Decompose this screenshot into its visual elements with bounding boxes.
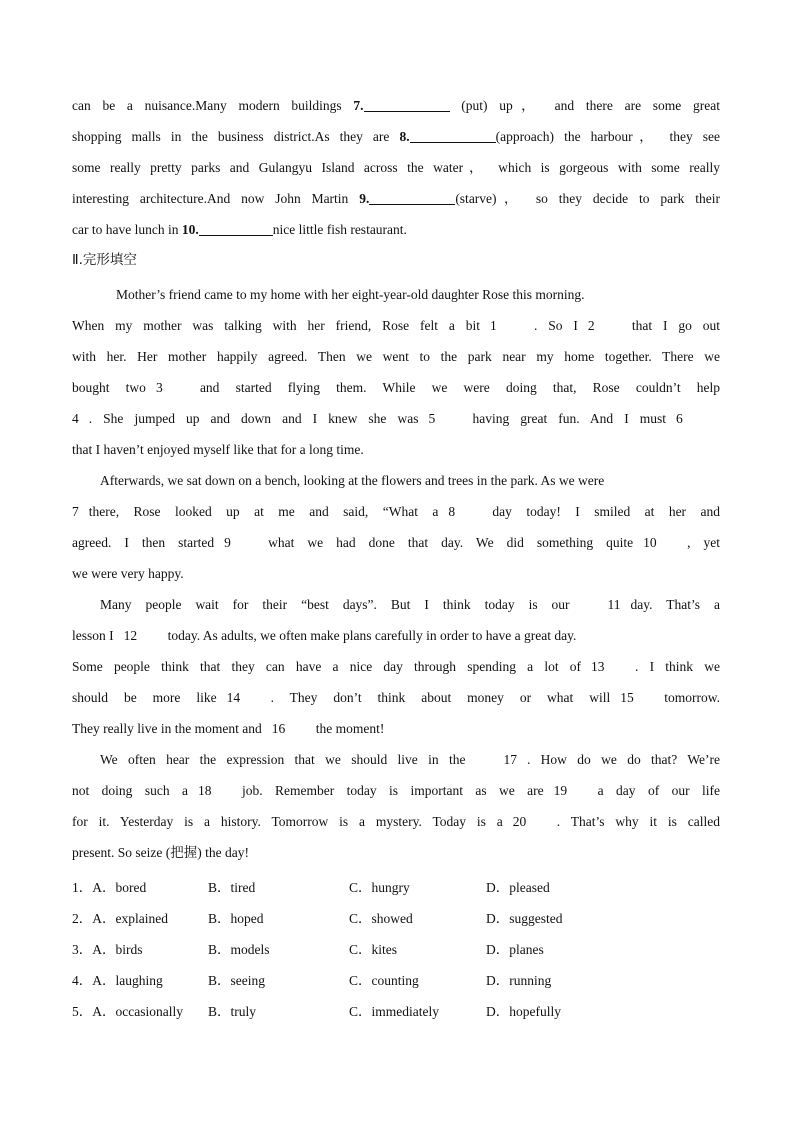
passage-line: bought two 3 and started flying them. While we were doing that, Rose couldn’t help [72, 372, 720, 403]
option-c[interactable]: C．kites [349, 942, 398, 957]
gap-number: 11 [607, 597, 621, 612]
question-number: 7. [353, 98, 364, 113]
passage-line: car to have lunch in 10. nice little fish restaurant. [72, 222, 407, 237]
gap-number: 3 [155, 380, 163, 395]
option-a[interactable]: 4．A．laughing [72, 973, 163, 988]
option-d[interactable]: D．running [486, 973, 552, 988]
gap-number: 19 [553, 783, 568, 798]
option-a[interactable]: 3．A．birds [72, 942, 143, 957]
gap-number: 17 [503, 752, 517, 767]
gap-number: 10 [643, 535, 657, 550]
option-c[interactable]: C．hungry [349, 880, 410, 895]
option-b[interactable]: B．seeing [208, 973, 265, 988]
gap-number: 20 [512, 814, 527, 829]
passage-line: with her. Her mother happily agreed. Then we went to the park near my home together. There we [72, 349, 720, 364]
grammar-fill-passage [72, 90, 720, 245]
answer-blank[interactable] [410, 128, 496, 143]
cloze-passage [72, 279, 720, 868]
passage-line: not doing such a 18 job. Remember today is important as we are 19 a day of our life [72, 775, 720, 806]
passage-line: interesting architecture.And now John Martin 9. (starve)， so they decide to park their [72, 191, 720, 206]
option-c[interactable]: C．counting [349, 973, 419, 988]
passage-line: Many people wait for their “best days”. But I think today is our 11 day. That’s a [72, 589, 720, 620]
passage-line: Mother’s friend came to my home with her eight-year-old daughter Rose this morning. [116, 287, 585, 302]
gap-number: 9 [224, 535, 231, 550]
passage-line: We often hear the expression that we should live in the 17 . How do we do that? We’re [72, 744, 720, 775]
passage-line: When my mother was talking with her friend, Rose felt a bit 1 . So I 2 that I go out [72, 310, 720, 341]
option-d[interactable]: D．planes [486, 942, 544, 957]
answer-blank[interactable] [199, 221, 273, 236]
passage-line: that I haven’t enjoyed myself like that for a long time. [72, 442, 364, 457]
passage-line: some really pretty parks and Gulangyu Island across the water， which is gorgeous with some really [72, 160, 720, 175]
passage-line: can be a nuisance.Many modern buildings 7. (put) up， and there are some great [72, 98, 720, 113]
passage-line: Afterwards, we sat down on a bench, looking at the flowers and trees in the park. As we were [100, 473, 605, 488]
gap-number: 8 [448, 504, 456, 519]
option-a[interactable]: 1．A．bored [72, 880, 147, 895]
option-row [72, 965, 720, 996]
option-a[interactable]: 2．A．explained [72, 911, 168, 926]
passage-line: 4 . She jumped up and down and I knew she was 5 having great fun. And I must 6 [72, 403, 720, 434]
answer-blank[interactable] [369, 190, 455, 205]
option-b[interactable]: B．hoped [208, 911, 264, 926]
gap-number: 13 [591, 659, 605, 674]
option-a[interactable]: 5．A．occasionally [72, 1004, 183, 1019]
passage-line: should be more like 14 . They don’t think about money or what will 15 tomorrow. [72, 682, 720, 713]
question-number: 8. [399, 129, 410, 144]
option-row [72, 872, 720, 903]
passage-line: agreed. I then started 9 what we had done that day. We did something quite 10 , yet [72, 527, 720, 558]
gap-number: 16 [271, 721, 286, 736]
option-d[interactable]: D．suggested [486, 911, 563, 926]
option-c[interactable]: C．showed [349, 911, 413, 926]
option-d[interactable]: D．hopefully [486, 1004, 561, 1019]
gap-number: 12 [123, 628, 138, 643]
option-row [72, 903, 720, 934]
gap-number: 15 [620, 690, 634, 705]
gap-number: 18 [197, 783, 212, 798]
section-heading: Ⅱ.完形填空 [72, 252, 137, 268]
option-row [72, 934, 720, 965]
gap-number: 6 [675, 411, 683, 426]
option-c[interactable]: C．immediately [349, 1004, 439, 1019]
question-number: 10. [181, 222, 199, 237]
option-d[interactable]: D．pleased [486, 880, 550, 895]
passage-line: lesson I 12 today. As adults, we often make plans carefully in order to have a great day. [72, 620, 720, 651]
question-number: 9. [359, 191, 370, 206]
passage-line: shopping malls in the business district.As they are 8. (approach) the harbour， they see [72, 129, 721, 144]
gap-number: 7 [72, 504, 79, 519]
passage-line: They really live in the moment and 16 the moment! [72, 713, 720, 744]
option-b[interactable]: B．models [208, 942, 270, 957]
gap-number: 1 [489, 318, 497, 333]
passage-line: 7 there, Rose looked up at me and said, “What a 8 day today! I smiled at her and [72, 496, 720, 527]
gap-number: 2 [587, 318, 595, 333]
passage-line: present. So seize (把握) the day! [72, 845, 249, 860]
passage-line: we were very happy. [72, 566, 184, 581]
gap-number: 4 [72, 411, 79, 426]
gap-number: 5 [428, 411, 436, 426]
option-b[interactable]: B．truly [208, 1004, 257, 1019]
option-b[interactable]: B．tired [208, 880, 256, 895]
option-row [72, 996, 720, 1027]
answer-options [72, 872, 720, 1027]
passage-line: Some people think that they can have a nice day through spending a lot of 13 . I think we [72, 651, 720, 682]
passage-line: for it. Yesterday is a history. Tomorrow is a mystery. Today is a 20 . That’s why it is called [72, 806, 720, 837]
gap-number: 14 [226, 690, 241, 705]
answer-blank[interactable] [364, 97, 450, 112]
